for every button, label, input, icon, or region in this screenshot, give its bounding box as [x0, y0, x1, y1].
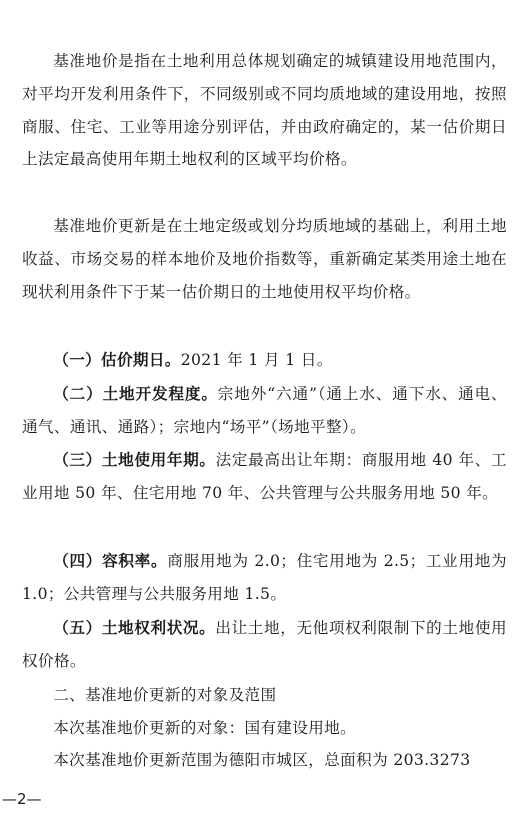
paragraph-definition: 基准地价是指在土地利用总体规划确定的城镇建设用地范围内，对平均开发利用条件下，不同级别或不同均质地域的建设用地，按照商服、住宅、工业等用途分别评估，并由政府确定的，某一估价期日上法定最高使用年期土地权利的区域平均价格。	[22, 52, 507, 169]
valuation-date-text: 2021 年 1 月 1 日。	[180, 351, 333, 369]
paragraph-development-level	[22, 378, 507, 444]
development-level-label: （二）土地开发程度。	[53, 385, 218, 403]
plot-ratio-text: 商服用地为 2.0；住宅用地为 2.5；工业用地为 1.0；公共管理与公共服务用地 1.5。	[22, 552, 508, 603]
land-rights-label: （五）土地权利状况。	[53, 619, 216, 637]
paragraph-plot-ratio	[22, 545, 507, 611]
paragraph-update-scope: 本次基准地价更新范围为德阳市城区，总面积为 203.3273	[53, 751, 471, 769]
paragraph-update-definition: 基准地价更新是在土地定级或划分均质地域的基础上，利用土地收益、市场交易的样本地价及地价指数等，重新确定某类用途土地在现状利用条件下于某一估价期日的土地使用权平均价格。	[22, 217, 507, 301]
use-term-text: 法定最高出让年期：商服用地 40 年、工业用地 50 年、住宅用地 70 年、公共管理与公共服务用地 50 年。	[22, 451, 507, 502]
land-rights-text: 出让土地，无他项权利限制下的土地使用权价格。	[22, 619, 507, 670]
page-number: —2—	[2, 790, 42, 808]
plot-ratio-label: （四）容积率。	[53, 552, 168, 570]
development-level-text: 宗地外“六通”（通上水、通下水、通电、通气、通讯、通路）；宗地内“场平”（场地平整）。	[22, 385, 507, 436]
use-term-label: （三）土地使用年期。	[53, 451, 216, 469]
section-heading: 二、基准地价更新的对象及范围	[53, 686, 277, 704]
valuation-date-label: （一）估价期日。	[53, 351, 181, 369]
paragraph-land-rights	[22, 612, 507, 678]
paragraph-use-term	[22, 444, 507, 510]
paragraph-valuation-date	[22, 344, 507, 377]
paragraph-update-object: 本次基准地价更新的对象：国有建设用地。	[53, 719, 357, 737]
